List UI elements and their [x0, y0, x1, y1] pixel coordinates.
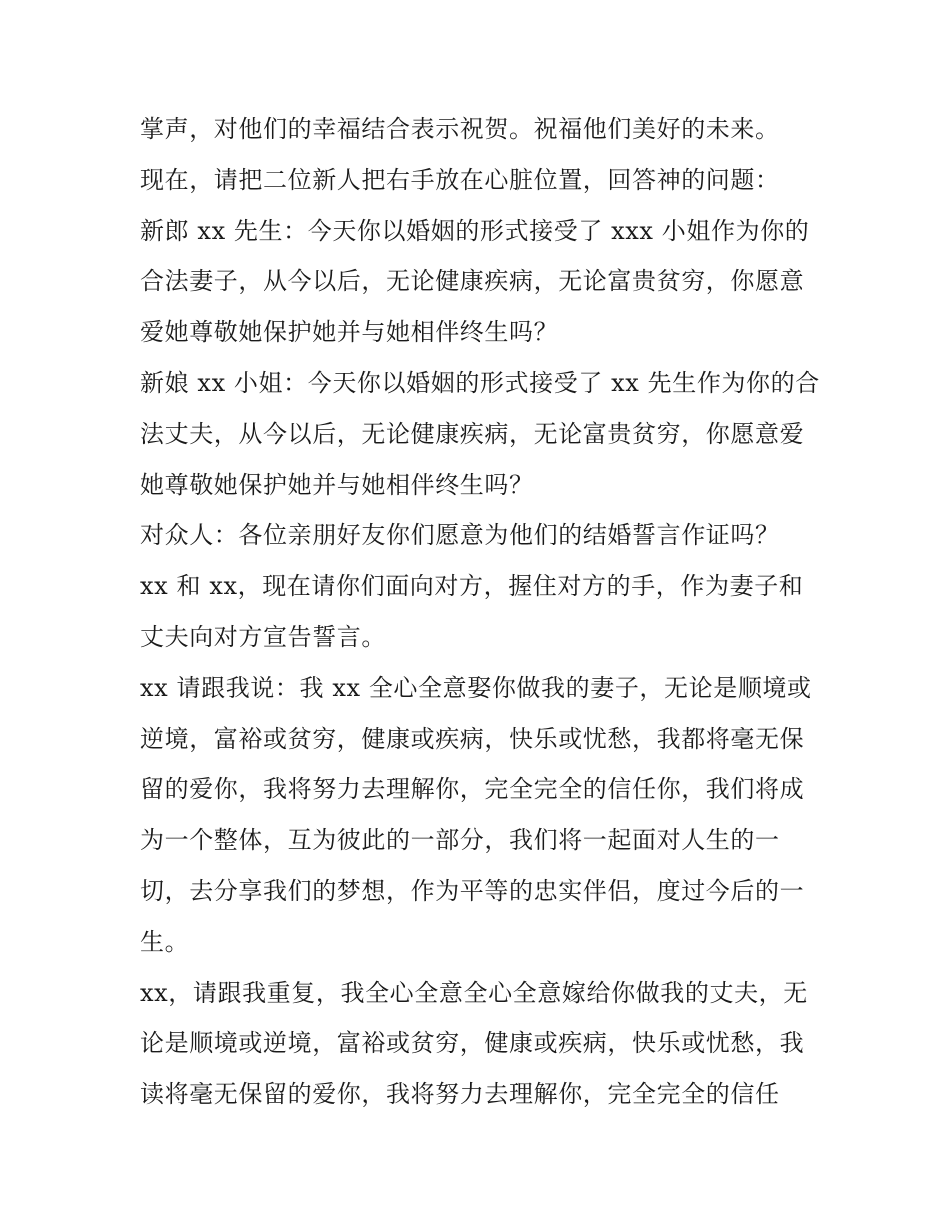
text-line: 逆境，富裕或贫穷，健康或疾病，快乐或忧愁，我都将毫无保 — [140, 724, 805, 753]
text-line: 切，去分享我们的梦想，作为平等的忠实伴侣，度过今后的一 — [140, 876, 805, 905]
text-line: xx，请跟我重复，我全心全意全心全意嫁给你做我的丈夫，无 — [140, 978, 808, 1007]
text-line: 丈夫向对方宣告誓言。 — [140, 622, 386, 651]
text-line: 法丈夫，从今以后，无论健康疾病，无论富贵贫穷，你愿意爱 — [140, 419, 805, 448]
text-line: 爱她尊敬她保护她并与她相伴终生吗？ — [140, 318, 559, 347]
text-line: 为一个整体，互为彼此的一部分，我们将一起面对人生的一 — [140, 826, 780, 855]
text-line: xx 请跟我说：我 xx 全心全意娶你做我的妻子，无论是顺境或 — [140, 673, 812, 702]
text-line: 读将毫无保留的爱你，我将努力去理解你，完全完全的信任 — [140, 1080, 780, 1109]
text-line: 论是顺境或逆境，富裕或贫穷，健康或疾病，快乐或忧愁，我 — [140, 1029, 805, 1058]
text-line: 对众人：各位亲朋好友你们愿意为他们的结婚誓言作证吗？ — [140, 521, 780, 550]
text-line: 新郎 xx 先生：今天你以婚姻的形式接受了 xxx 小姐作为你的 — [140, 216, 810, 245]
text-line: 新娘 xx 小姐：今天你以婚姻的形式接受了 xx 先生作为你的合 — [140, 368, 820, 397]
text-line: 她尊敬她保护她并与她相伴终生吗？ — [140, 470, 534, 499]
text-line: 合法妻子，从今以后，无论健康疾病，无论富贵贫穷，你愿意 — [140, 267, 805, 296]
document-body — [140, 104, 820, 1120]
text-line: 生。 — [140, 927, 190, 956]
text-line: 留的爱你，我将努力去理解你，完全完全的信任你，我们将成 — [140, 775, 805, 804]
text-line: xx 和 xx，现在请你们面向对方，握住对方的手，作为妻子和 — [140, 572, 804, 601]
text-line: 掌声，对他们的幸福结合表示祝贺。祝福他们美好的未来。 — [140, 115, 780, 143]
text-line: 现在，请把二位新人把右手放在心脏位置，回答神的问题： — [140, 165, 780, 194]
